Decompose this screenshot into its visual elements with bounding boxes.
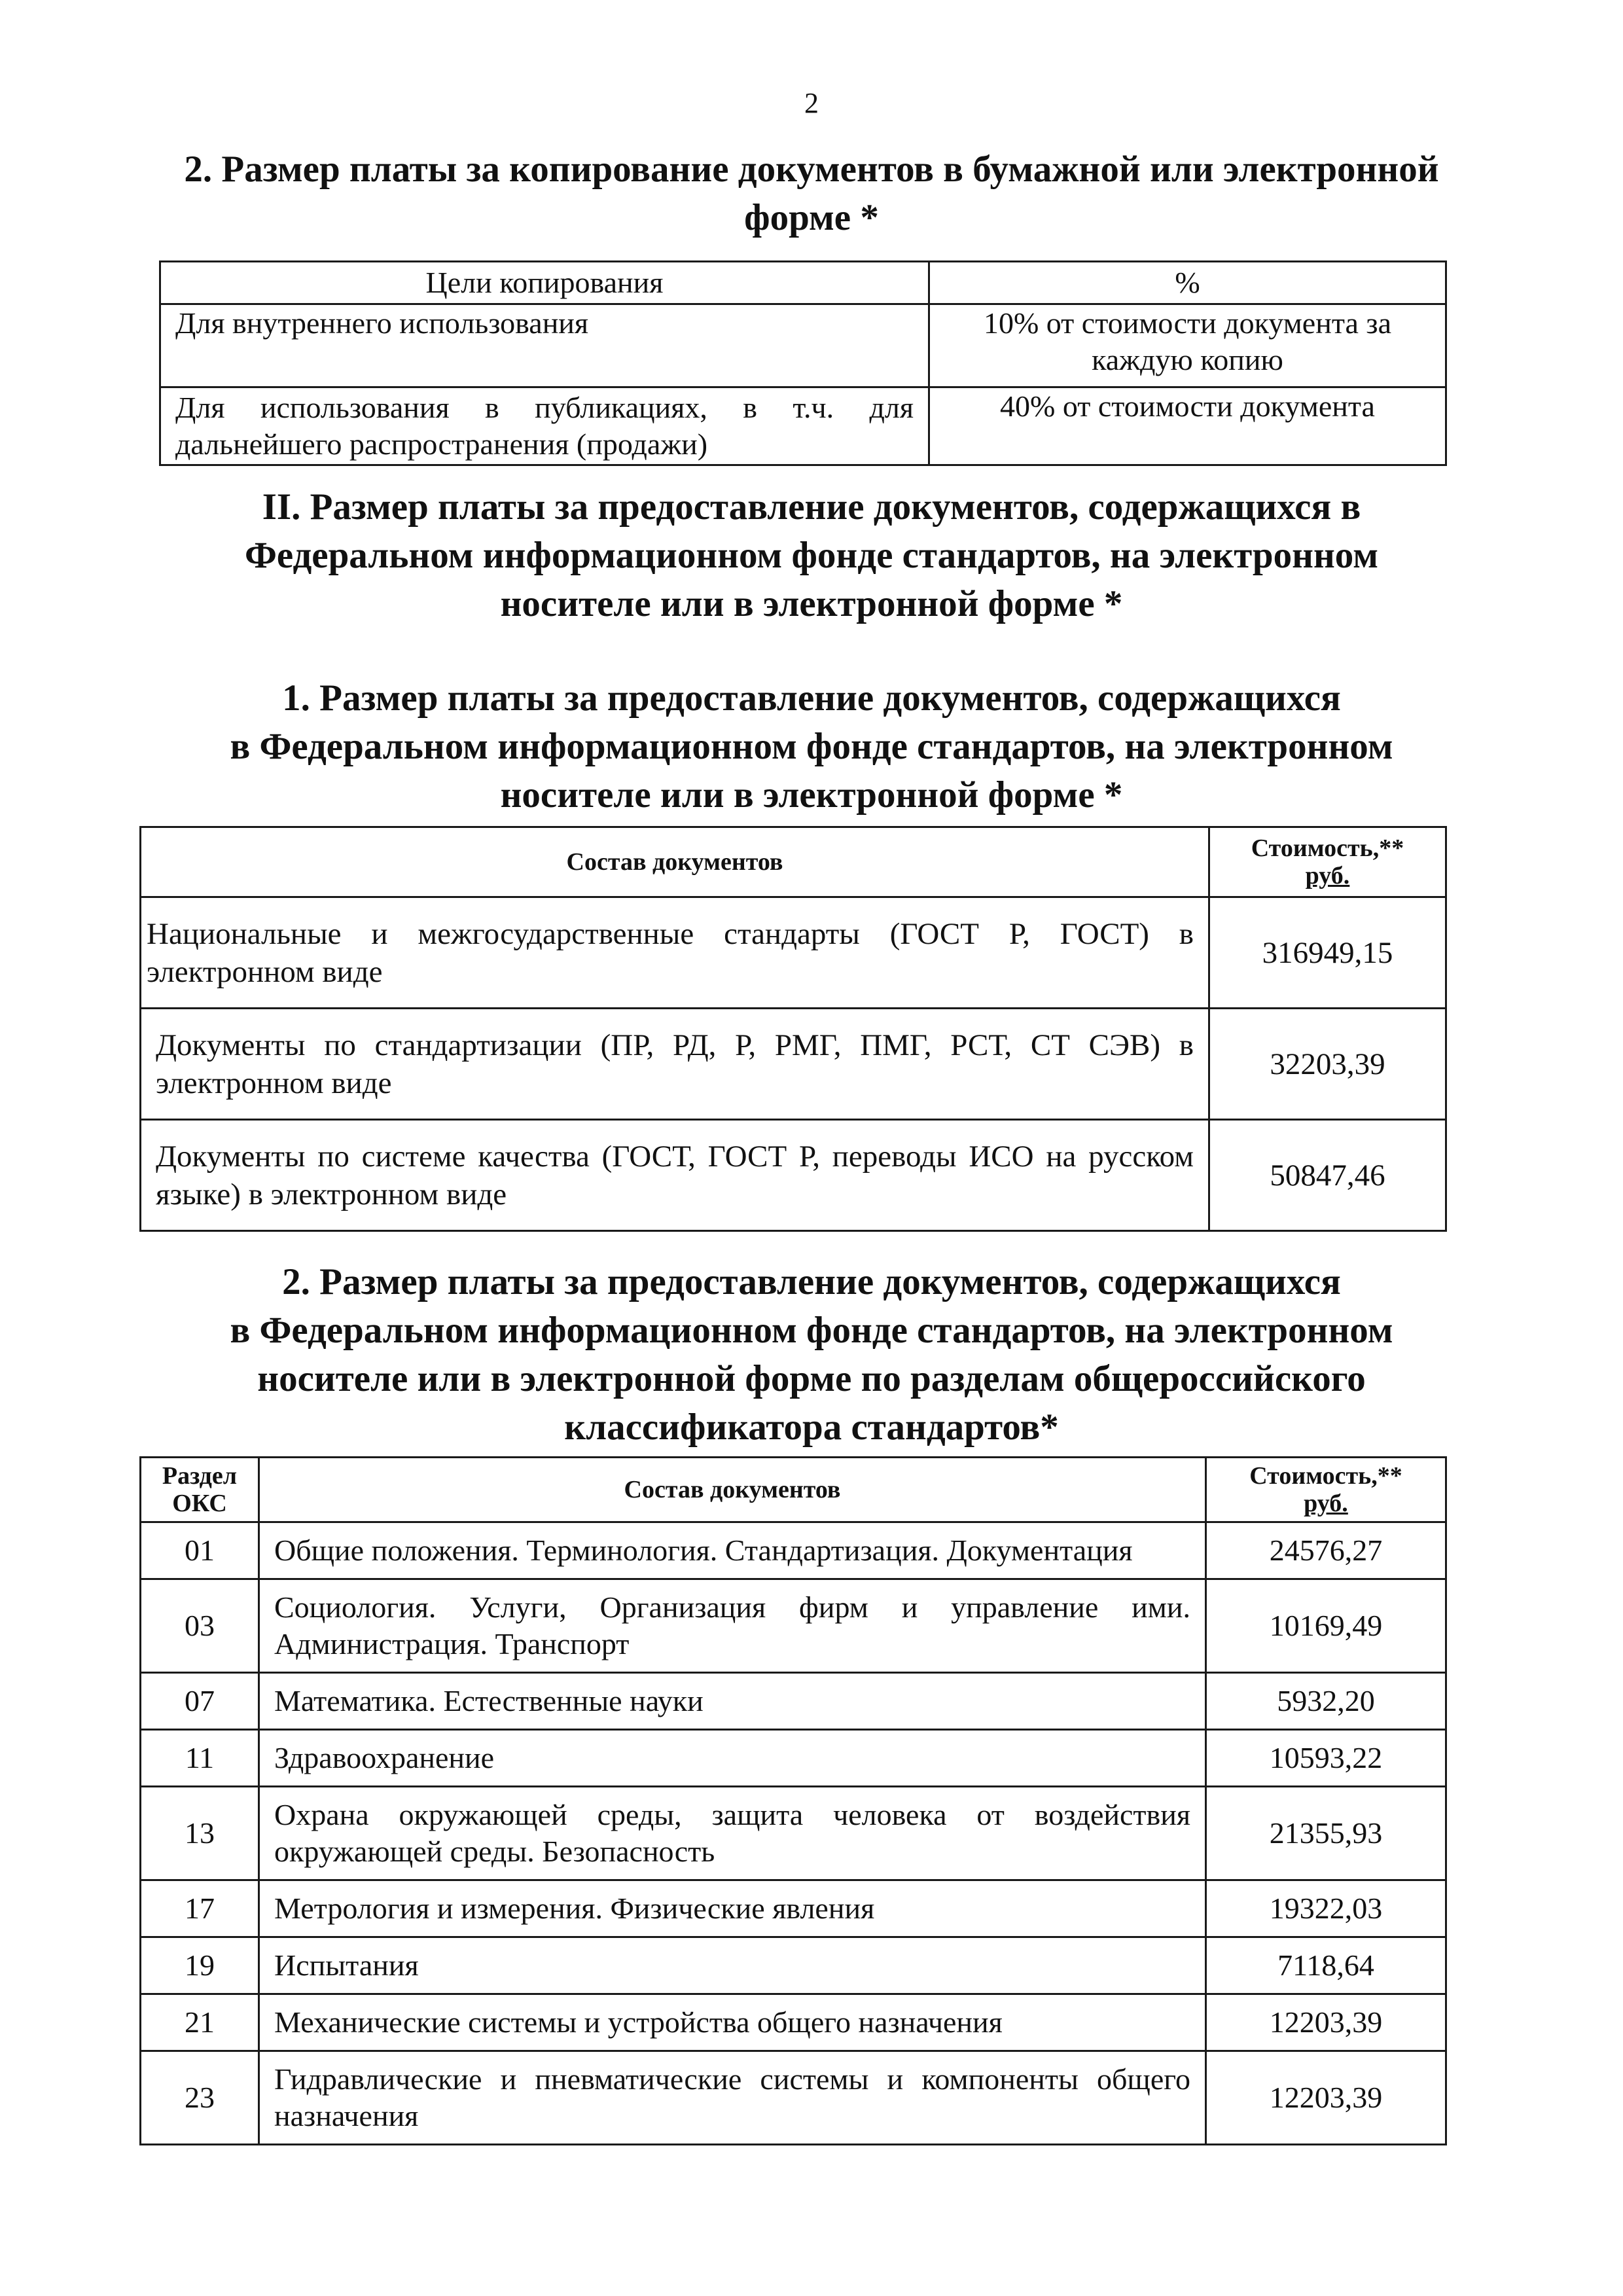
table-header-row bbox=[141, 1458, 1446, 1522]
oks-code-cell: 13 bbox=[141, 1787, 259, 1880]
header-percent: % bbox=[929, 262, 1446, 304]
table-row bbox=[141, 1522, 1446, 1579]
header-composition: Состав документов bbox=[141, 827, 1209, 897]
composition-cell: Математика. Естественные науки bbox=[259, 1673, 1206, 1730]
cost-cell: 7118,64 bbox=[1206, 1937, 1446, 1994]
cost-cell: 50847,46 bbox=[1209, 1120, 1446, 1231]
composition-cell: Документы по системе качества (ГОСТ, ГОСТ Р, переводы ИСО на русском языке) в электронном виде bbox=[141, 1120, 1209, 1231]
oks-code-cell: 07 bbox=[141, 1673, 259, 1730]
oks-code-cell: 19 bbox=[141, 1937, 259, 1994]
cost-cell: 24576,27 bbox=[1206, 1522, 1446, 1579]
composition-cell: Испытания bbox=[259, 1937, 1206, 1994]
cost-cell: 12203,39 bbox=[1206, 1994, 1446, 2051]
header-section-line2: ОКС bbox=[172, 1490, 227, 1517]
copy-fee-table bbox=[159, 260, 1447, 466]
header-cost-line2: руб. bbox=[1305, 862, 1350, 889]
oks-code-cell: 11 bbox=[141, 1730, 259, 1787]
section-1-title-line3: носителе или в электронной форме * bbox=[500, 774, 1123, 816]
oks-fee-table bbox=[139, 1456, 1447, 2145]
table-row bbox=[141, 897, 1446, 1009]
purpose-cell: Для внутреннего использования bbox=[160, 304, 929, 387]
composition-cell: Национальные и межгосударственные стандарты (ГОСТ Р, ГОСТ) в электронном виде bbox=[141, 897, 1209, 1009]
purpose-cell: Для использования в публикациях, в т.ч. для дальнейшего распространения (продажи) bbox=[160, 387, 929, 465]
header-section bbox=[141, 1458, 259, 1522]
table-header-row bbox=[160, 262, 1446, 304]
section-copy-title-line2: форме * bbox=[744, 197, 879, 238]
section-copy-title-line1: 2. Размер платы за копирование документов в бумажной или электронной bbox=[184, 149, 1439, 190]
section-1-title-line2: в Федеральном информационном фонде стандартов, на электронном bbox=[230, 726, 1393, 767]
table-row bbox=[141, 1880, 1446, 1937]
header-cost-line2: руб. bbox=[1304, 1490, 1348, 1517]
header-cost bbox=[1206, 1458, 1446, 1522]
table-row bbox=[160, 304, 1446, 387]
section-II-title-line3: носителе или в электронной форме * bbox=[500, 583, 1123, 624]
page-number: 2 bbox=[804, 87, 819, 119]
header-purpose: Цели копирования bbox=[160, 262, 929, 304]
cost-cell: 12203,39 bbox=[1206, 2051, 1446, 2145]
header-composition: Состав документов bbox=[259, 1458, 1206, 1522]
percent-cell: 40% от стоимости документа bbox=[929, 387, 1446, 465]
oks-code-cell: 17 bbox=[141, 1880, 259, 1937]
composition-cell: Гидравлические и пневматические системы и компоненты общего назначения bbox=[259, 2051, 1206, 2145]
table-row bbox=[141, 1937, 1446, 1994]
cost-cell: 32203,39 bbox=[1209, 1009, 1446, 1120]
table-row bbox=[141, 2051, 1446, 2145]
section-copy-title bbox=[98, 145, 1525, 242]
oks-code-cell: 03 bbox=[141, 1579, 259, 1673]
section-II-title-line1: II. Размер платы за предоставление документов, содержащихся в bbox=[262, 486, 1361, 528]
cost-cell: 21355,93 bbox=[1206, 1787, 1446, 1880]
section-2-title-line1: 2. Размер платы за предоставление документов, содержащихся bbox=[282, 1261, 1341, 1302]
section-1-title-line1: 1. Размер платы за предоставление документов, содержащихся bbox=[282, 677, 1341, 719]
section-2-title-line3: носителе или в электронной форме по разделам общероссийского bbox=[257, 1358, 1366, 1399]
header-cost-line1: Стоимость,** bbox=[1251, 834, 1404, 862]
composition-cell: Общие положения. Терминология. Стандартизация. Документация bbox=[259, 1522, 1206, 1579]
table-row bbox=[141, 1994, 1446, 2051]
cost-cell: 316949,15 bbox=[1209, 897, 1446, 1009]
composition-cell: Охрана окружающей среды, защита человека от воздействия окружающей среды. Безопасность bbox=[259, 1787, 1206, 1880]
cost-cell: 10593,22 bbox=[1206, 1730, 1446, 1787]
header-section-line1: Раздел bbox=[162, 1462, 238, 1490]
composition-cell: Документы по стандартизации (ПР, РД, Р, РМГ, ПМГ, РСТ, СТ СЭВ) в электронном виде bbox=[141, 1009, 1209, 1120]
table-header-row bbox=[141, 827, 1446, 897]
section-2-title-line2: в Федеральном информационном фонде стандартов, на электронном bbox=[230, 1310, 1393, 1351]
documents-fee-table bbox=[139, 826, 1447, 1232]
table-row bbox=[141, 1009, 1446, 1120]
oks-code-cell: 23 bbox=[141, 2051, 259, 2145]
section-II-title bbox=[98, 483, 1525, 628]
section-II-title-line2: Федеральном информационном фонде стандартов, на электронном bbox=[244, 535, 1379, 576]
table-row bbox=[141, 1730, 1446, 1787]
cost-cell: 5932,20 bbox=[1206, 1673, 1446, 1730]
header-cost bbox=[1209, 827, 1446, 897]
composition-cell: Социология. Услуги, Организация фирм и управление ими. Администрация. Транспорт bbox=[259, 1579, 1206, 1673]
composition-cell: Метрология и измерения. Физические явления bbox=[259, 1880, 1206, 1937]
composition-cell: Механические системы и устройства общего назначения bbox=[259, 1994, 1206, 2051]
table-row bbox=[141, 1579, 1446, 1673]
section-1-title bbox=[98, 674, 1525, 819]
section-2-title-line4: классификатора стандартов* bbox=[564, 1407, 1059, 1448]
oks-code-cell: 01 bbox=[141, 1522, 259, 1579]
table-row bbox=[141, 1120, 1446, 1231]
percent-cell: 10% от стоимости документа за каждую копию bbox=[929, 304, 1446, 387]
cost-cell: 19322,03 bbox=[1206, 1880, 1446, 1937]
composition-cell: Здравоохранение bbox=[259, 1730, 1206, 1787]
table-row bbox=[160, 387, 1446, 465]
header-cost-line1: Стоимость,** bbox=[1249, 1462, 1402, 1490]
oks-code-cell: 21 bbox=[141, 1994, 259, 2051]
table-row bbox=[141, 1787, 1446, 1880]
cost-cell: 10169,49 bbox=[1206, 1579, 1446, 1673]
table-row bbox=[141, 1673, 1446, 1730]
section-2-title bbox=[98, 1258, 1525, 1452]
